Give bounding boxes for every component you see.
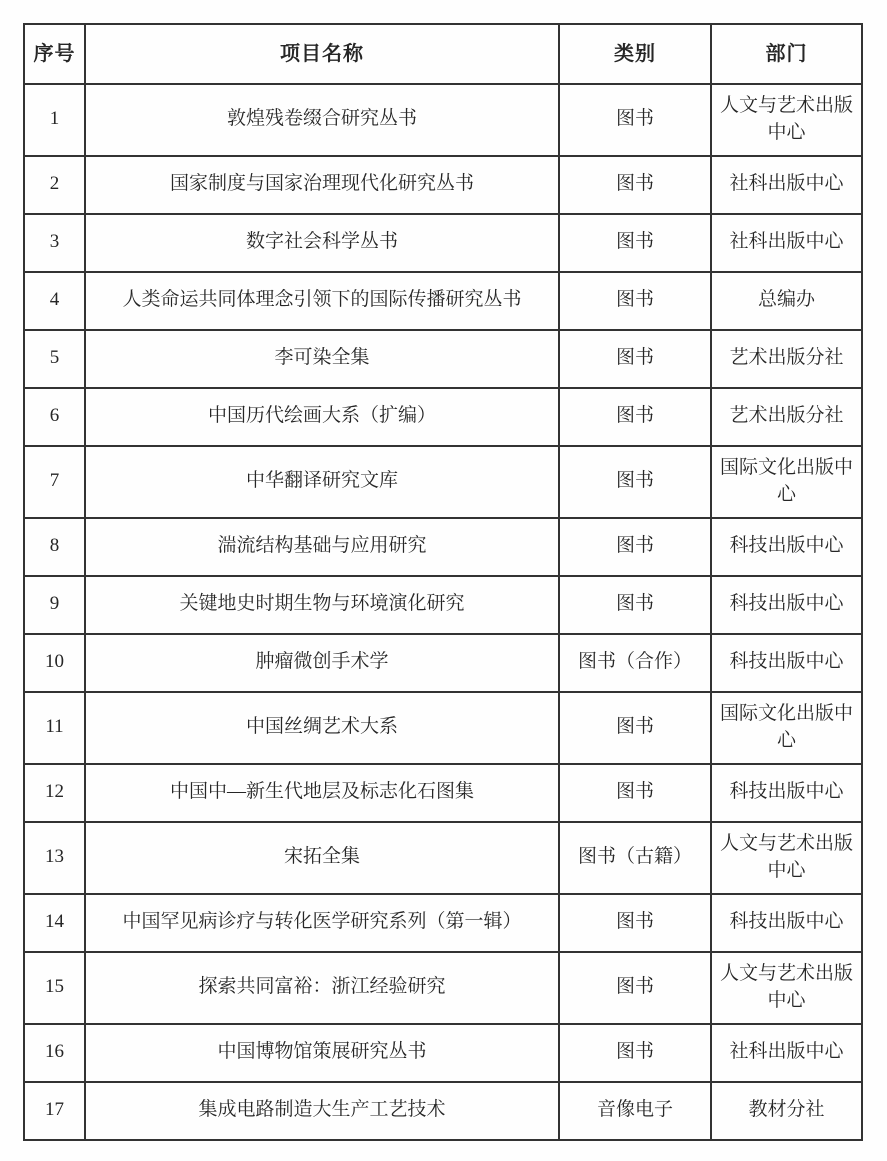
table-row xyxy=(24,388,862,446)
cell-category: 图书 xyxy=(559,576,711,634)
cell-serial-number: 1 xyxy=(24,84,85,156)
cell-project-name: 中国丝绸艺术大系 xyxy=(85,692,559,764)
cell-category: 图书 xyxy=(559,1024,711,1082)
cell-project-name: 敦煌残卷缀合研究丛书 xyxy=(85,84,559,156)
cell-department: 总编办 xyxy=(711,272,862,330)
cell-serial-number: 13 xyxy=(24,822,85,894)
cell-department: 艺术出版分社 xyxy=(711,330,862,388)
cell-serial-number: 3 xyxy=(24,214,85,272)
cell-project-name: 中华翻译研究文库 xyxy=(85,446,559,518)
cell-department: 国际文化出版中心 xyxy=(711,446,862,518)
table-row xyxy=(24,330,862,388)
cell-project-name: 中国中—新生代地层及标志化石图集 xyxy=(85,764,559,822)
cell-category: 图书 xyxy=(559,84,711,156)
cell-serial-number: 7 xyxy=(24,446,85,518)
cell-category: 音像电子 xyxy=(559,1082,711,1140)
cell-department: 科技出版中心 xyxy=(711,634,862,692)
cell-department: 人文与艺术出版中心 xyxy=(711,84,862,156)
cell-department: 社科出版中心 xyxy=(711,156,862,214)
table-row xyxy=(24,952,862,1024)
cell-category: 图书（古籍） xyxy=(559,822,711,894)
table-row xyxy=(24,446,862,518)
cell-category: 图书 xyxy=(559,330,711,388)
cell-serial-number: 6 xyxy=(24,388,85,446)
cell-serial-number: 9 xyxy=(24,576,85,634)
cell-department: 人文与艺术出版中心 xyxy=(711,822,862,894)
cell-department: 国际文化出版中心 xyxy=(711,692,862,764)
cell-project-name: 国家制度与国家治理现代化研究丛书 xyxy=(85,156,559,214)
table-row xyxy=(24,214,862,272)
cell-serial-number: 11 xyxy=(24,692,85,764)
cell-serial-number: 10 xyxy=(24,634,85,692)
header-cell-category: 类别 xyxy=(559,24,711,84)
cell-project-name: 宋拓全集 xyxy=(85,822,559,894)
cell-category: 图书 xyxy=(559,156,711,214)
cell-category: 图书 xyxy=(559,952,711,1024)
cell-category: 图书（合作） xyxy=(559,634,711,692)
cell-serial-number: 4 xyxy=(24,272,85,330)
cell-project-name: 中国罕见病诊疗与转化医学研究系列（第一辑） xyxy=(85,894,559,952)
header-cell-department: 部门 xyxy=(711,24,862,84)
cell-department: 科技出版中心 xyxy=(711,764,862,822)
cell-category: 图书 xyxy=(559,272,711,330)
table-row xyxy=(24,822,862,894)
header-cell-project-name: 项目名称 xyxy=(85,24,559,84)
cell-department: 社科出版中心 xyxy=(711,1024,862,1082)
cell-category: 图书 xyxy=(559,692,711,764)
table-row xyxy=(24,894,862,952)
cell-department: 社科出版中心 xyxy=(711,214,862,272)
cell-project-name: 探索共同富裕：浙江经验研究 xyxy=(85,952,559,1024)
cell-project-name: 数字社会科学丛书 xyxy=(85,214,559,272)
cell-serial-number: 5 xyxy=(24,330,85,388)
header-row xyxy=(24,24,862,84)
cell-department: 教材分社 xyxy=(711,1082,862,1140)
cell-serial-number: 2 xyxy=(24,156,85,214)
cell-department: 人文与艺术出版中心 xyxy=(711,952,862,1024)
cell-category: 图书 xyxy=(559,214,711,272)
table-row xyxy=(24,272,862,330)
cell-serial-number: 8 xyxy=(24,518,85,576)
table-row xyxy=(24,1082,862,1140)
table-row xyxy=(24,692,862,764)
cell-category: 图书 xyxy=(559,894,711,952)
cell-category: 图书 xyxy=(559,388,711,446)
cell-project-name: 中国历代绘画大系（扩编） xyxy=(85,388,559,446)
cell-project-name: 关键地史时期生物与环境演化研究 xyxy=(85,576,559,634)
cell-project-name: 中国博物馆策展研究丛书 xyxy=(85,1024,559,1082)
table-row xyxy=(24,764,862,822)
cell-serial-number: 15 xyxy=(24,952,85,1024)
table-row xyxy=(24,84,862,156)
table-row xyxy=(24,156,862,214)
cell-category: 图书 xyxy=(559,764,711,822)
header-cell-serial-number: 序号 xyxy=(24,24,85,84)
cell-department: 科技出版中心 xyxy=(711,518,862,576)
cell-project-name: 李可染全集 xyxy=(85,330,559,388)
cell-serial-number: 14 xyxy=(24,894,85,952)
cell-category: 图书 xyxy=(559,446,711,518)
table-row xyxy=(24,576,862,634)
cell-project-name: 人类命运共同体理念引领下的国际传播研究丛书 xyxy=(85,272,559,330)
cell-serial-number: 17 xyxy=(24,1082,85,1140)
table-row xyxy=(24,518,862,576)
cell-department: 科技出版中心 xyxy=(711,576,862,634)
cell-serial-number: 12 xyxy=(24,764,85,822)
table-row xyxy=(24,1024,862,1082)
cell-project-name: 肿瘤微创手术学 xyxy=(85,634,559,692)
cell-project-name: 湍流结构基础与应用研究 xyxy=(85,518,559,576)
cell-serial-number: 16 xyxy=(24,1024,85,1082)
projects-table xyxy=(23,23,863,1141)
cell-project-name: 集成电路制造大生产工艺技术 xyxy=(85,1082,559,1140)
cell-department: 科技出版中心 xyxy=(711,894,862,952)
cell-department: 艺术出版分社 xyxy=(711,388,862,446)
cell-category: 图书 xyxy=(559,518,711,576)
table-row xyxy=(24,634,862,692)
